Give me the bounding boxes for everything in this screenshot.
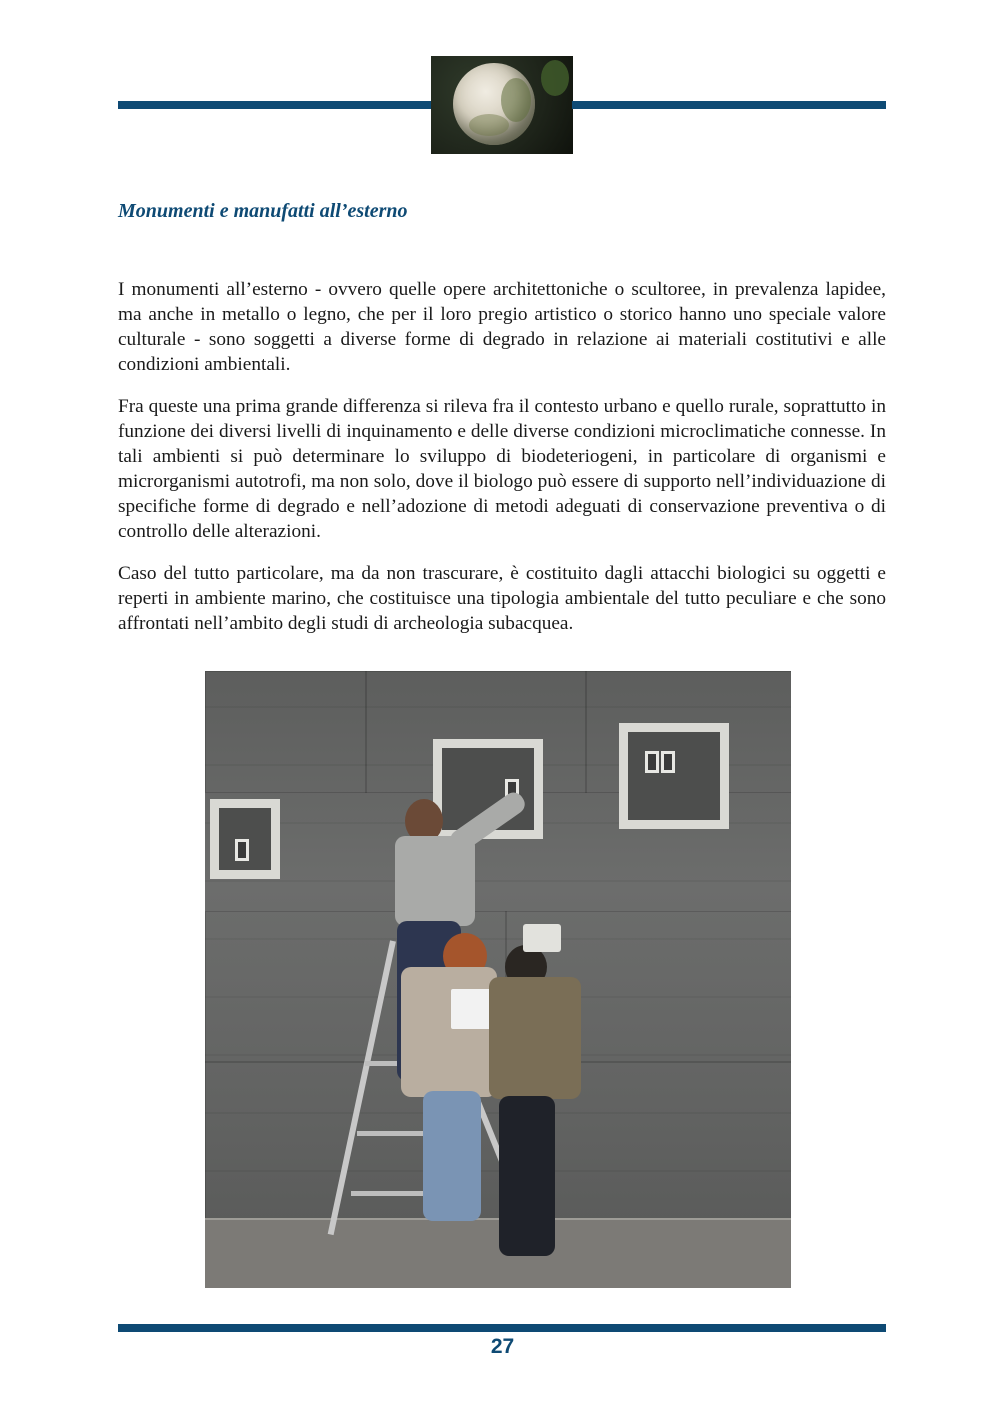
person-legs	[499, 1096, 555, 1256]
header-rule-left	[118, 101, 432, 109]
wall-survey-photo	[205, 671, 791, 1288]
moss-patch	[469, 114, 509, 136]
header-sphere-photo	[431, 56, 573, 154]
woman-with-clipboard	[401, 967, 497, 1097]
person-legs	[423, 1091, 481, 1221]
pavement	[205, 1220, 791, 1288]
woman-with-instrument	[489, 977, 581, 1099]
section-heading: Monumenti e manufatti all’esterno	[118, 200, 408, 222]
foliage	[541, 60, 569, 96]
page-number: 27	[490, 1335, 515, 1358]
body-paragraph: Fra queste una prima grande differenza si rileva fra il contesto urbano e quello rurale, soprattutto in funzione dei diversi livelli di inquinamento e delle diverse condizioni microclimatiche connesse. In tali ambienti si può determinare lo sviluppo di biodeteriogeni, in particolare di organismi e microrganismi autotrofi, ma non solo, dove il biologo può essere di supporto nell’individuazione di specifiche forme di degrado e nell’adozione di metodi adeguati di conservazione preventiva o di controllo delle alterazioni.	[118, 396, 886, 542]
header-rule-right	[572, 101, 886, 109]
footer-rule	[118, 1324, 886, 1332]
sampling-frame	[619, 723, 729, 829]
body-paragraph: Caso del tutto particolare, ma da non trascurare, è costituito dagli attacchi biologici su oggetti e reperti in ambiente marino, che costituisce una tipologia ambientale del tutto peculiare e che sono affrontati nell’ambito degli studi di archeologia subacquea.	[118, 563, 886, 634]
sample-tag	[645, 751, 659, 773]
sample-tag	[235, 839, 249, 861]
measuring-instrument	[523, 924, 561, 952]
wall-block	[205, 671, 367, 793]
moss-patch	[501, 78, 531, 122]
body-paragraph: I monumenti all’esterno - ovvero quelle opere architettoniche o scultoree, in prevalenza lapidee, ma anche in metallo o legno, che per il loro pregio artistico o storico hanno uno speciale valore culturale - sono soggetti a diverse forme di degrado in relazione ai materiali costitutivi e alle condizioni ambientali.	[118, 279, 886, 375]
sample-tag	[661, 751, 675, 773]
